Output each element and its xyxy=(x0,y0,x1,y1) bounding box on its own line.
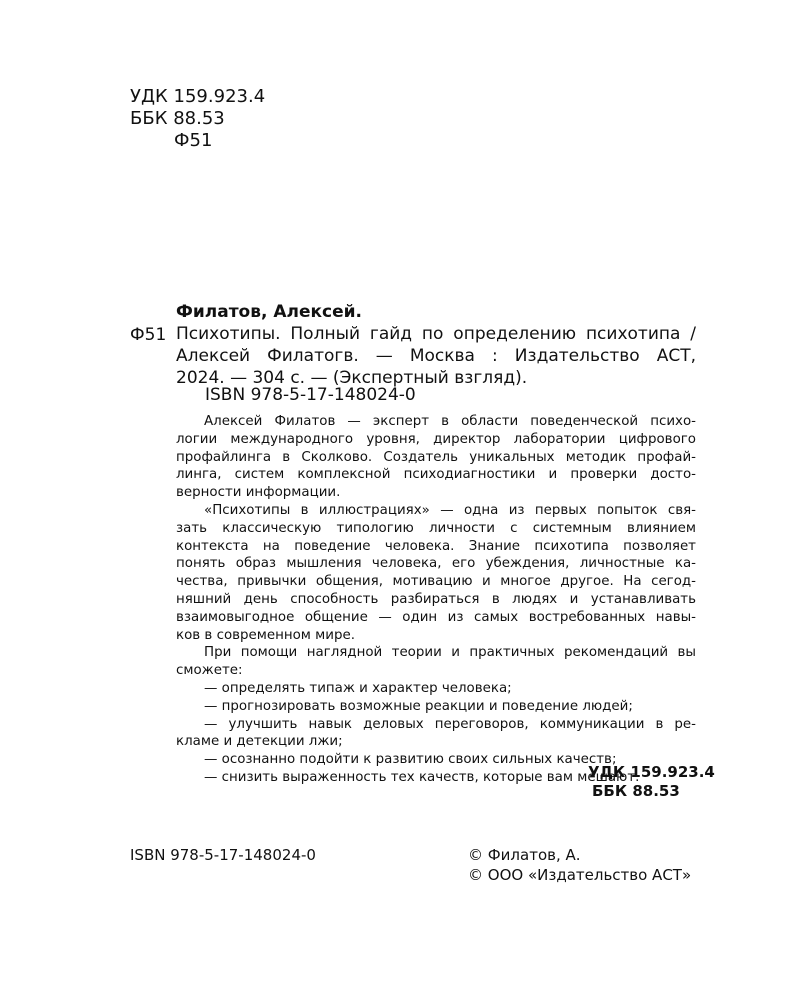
copyright-block xyxy=(468,845,691,885)
classification-codes-bottom xyxy=(588,763,715,801)
annotation-line: Алексей Филатов — эксперт в области поведенческой психо- xyxy=(204,414,696,429)
bbk-code: ББК 88.53 xyxy=(130,108,225,129)
annotation-line: верности информации. xyxy=(176,485,341,501)
cutter-mark: Ф51 xyxy=(130,325,167,345)
cutter-code: Ф51 xyxy=(174,130,213,151)
isbn-record: ISBN 978-5-17-148024-0 xyxy=(205,385,416,405)
copyright-publisher: © ООО «Издательство АСТ» xyxy=(468,866,692,884)
annotation xyxy=(176,413,696,787)
title-line: Алексей Филатогв. — Москва : Издательство АСТ, xyxy=(176,346,696,366)
title-line: 2024. — 304 с. — (Экспертный взгляд). xyxy=(176,368,528,388)
annotation-line: «Психотипы в иллюстрациях» — одна из первых попыток свя- xyxy=(204,502,696,518)
annotation-line: чества, привычки общения, мотивацию и многое другое. На сегод- xyxy=(176,574,696,590)
annotation-line: зать классическую типологию личности с системным влиянием xyxy=(176,520,696,536)
annotation-line: логии международного уровня, директор лаборатории цифрового xyxy=(176,431,696,447)
bbk-code-bottom: ББК 88.53 xyxy=(592,782,680,800)
annotation-line: понять образ мышления человека, его убеждения, личностные ка- xyxy=(176,556,696,572)
annotation-list-item: — прогнозировать возможные реакции и поведение людей; xyxy=(204,698,633,714)
annotation-list-item: — улучшить навык деловых переговоров, коммуникации в ре- xyxy=(204,716,696,732)
annotation-list-item: — снизить выраженность тех качеств, которые вам мешают. xyxy=(204,769,640,785)
udk-code: УДК 159.923.4 xyxy=(130,86,266,107)
annotation-line: ков в современном мире. xyxy=(176,627,355,643)
author-heading: Филатов, Алексей. xyxy=(176,302,363,322)
classification-block xyxy=(130,86,265,152)
udk-code-bottom: УДК 159.923.4 xyxy=(588,763,715,781)
annotation-list-item: — определять типаж и характер человека; xyxy=(204,680,512,696)
bibliographic-description xyxy=(176,323,696,389)
annotation-line: профайлинга в Сколково. Создатель уникальных методик профай- xyxy=(176,449,696,465)
annotation-line: кламе и детекции лжи; xyxy=(176,734,343,750)
annotation-list-item: — осознанно подойти к развитию своих сильных качеств; xyxy=(204,752,617,768)
annotation-line: взаимовыгодное общение — один из самых востребованных навы- xyxy=(176,609,696,625)
isbn-footer: ISBN 978-5-17-148024-0 xyxy=(130,846,316,864)
annotation-line: При помощи наглядной теории и практичных рекомендаций вы xyxy=(204,645,696,661)
annotation-line: сможете: xyxy=(176,663,243,679)
annotation-line: няшний день способность разбираться в людях и устанавливать xyxy=(176,591,696,607)
annotation-line: линга, систем комплексной психодиагностики и проверки досто- xyxy=(176,467,696,483)
annotation-line: контекста на поведение человека. Знание психотипа позволяет xyxy=(176,538,696,554)
copyright-author: © Филатов, А. xyxy=(468,846,581,864)
title-line: Психотипы. Полный гайд по определению психотипа / xyxy=(176,324,696,344)
